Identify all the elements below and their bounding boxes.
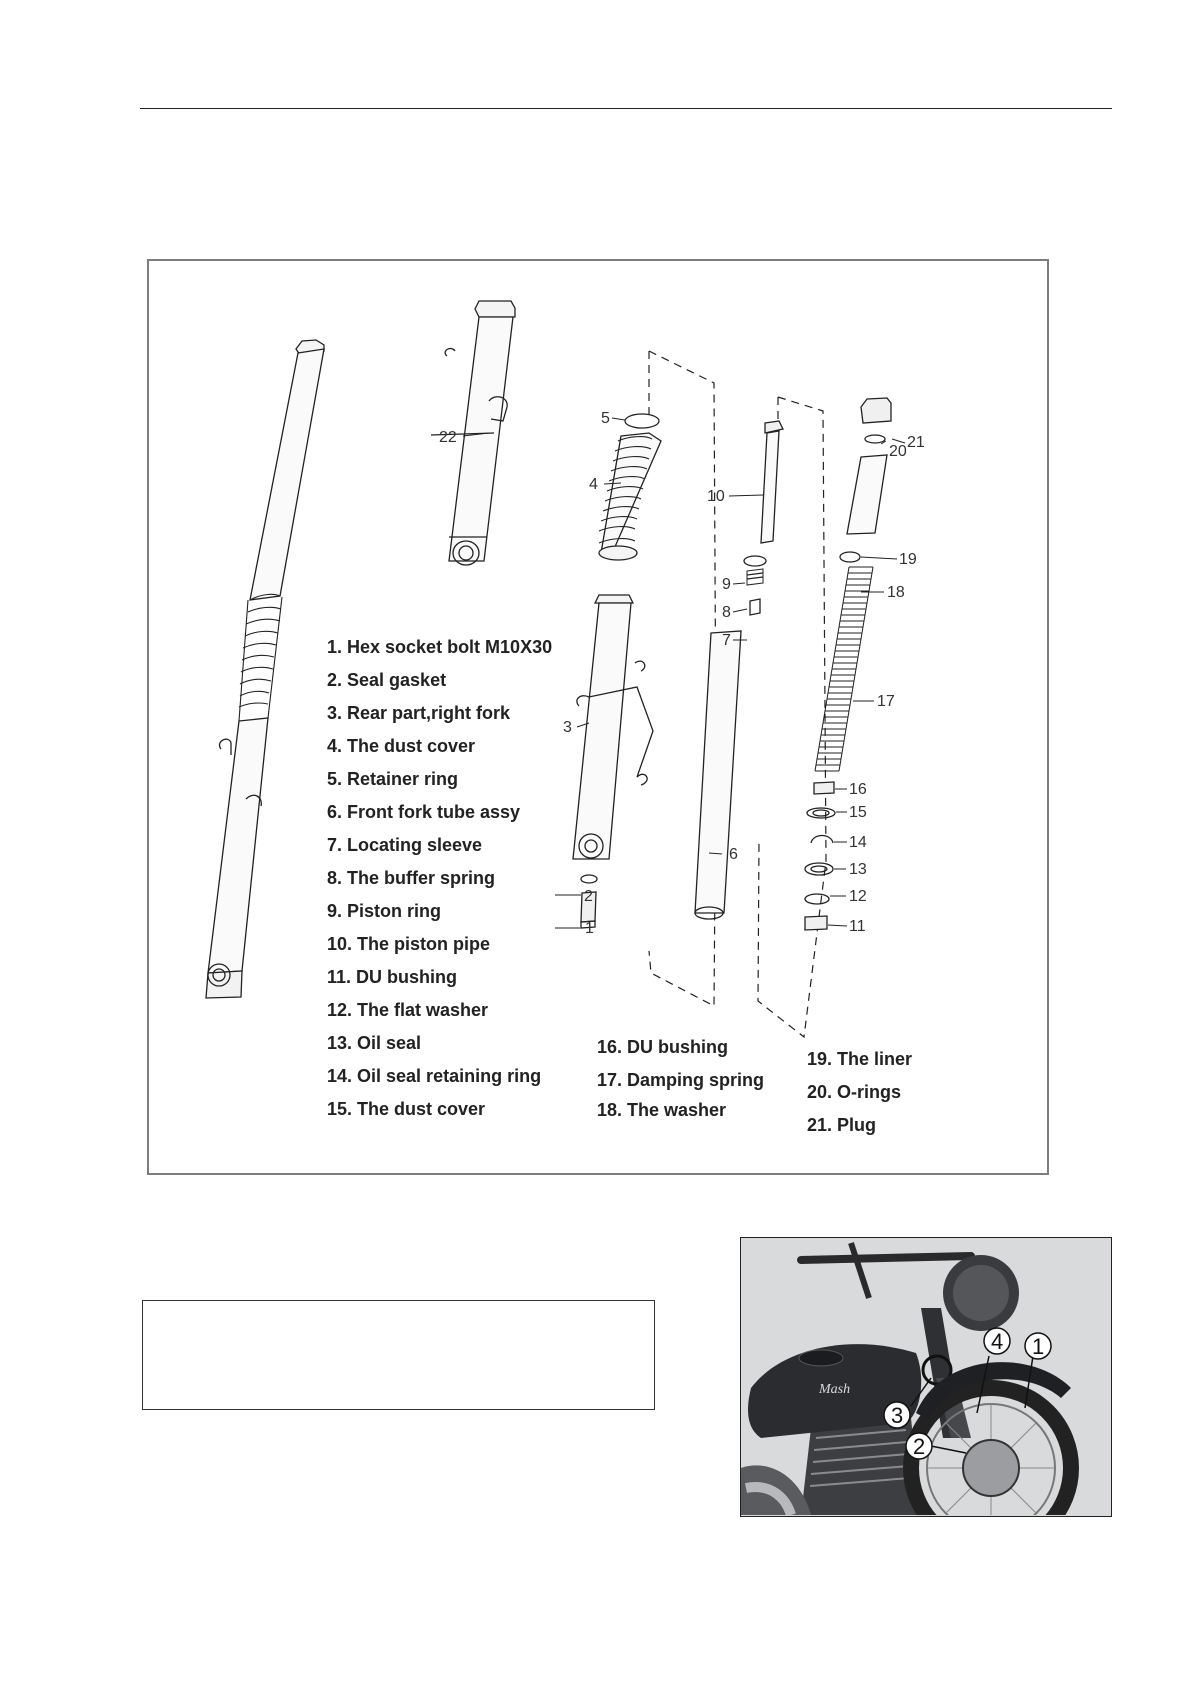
legend-item: 4. The dust cover xyxy=(327,736,476,756)
complete-fork-left xyxy=(206,340,324,998)
parts-middle-column xyxy=(573,414,661,928)
callout-16: 16 xyxy=(849,781,867,798)
callout-4: 4 xyxy=(589,476,598,493)
callout-15: 15 xyxy=(849,804,867,821)
legend-item: 5. Retainer ring xyxy=(327,769,459,789)
legend-item: 17. Damping spring xyxy=(597,1070,765,1090)
callout-20: 20 xyxy=(889,443,907,460)
callout-5: 5 xyxy=(601,410,610,427)
legend-item: 6. Front fork tube assy xyxy=(327,802,521,822)
callout-12: 12 xyxy=(849,888,867,905)
callout-3: 3 xyxy=(563,719,572,736)
legend-item: 9. Piston ring xyxy=(327,901,442,921)
damping-spring-coils xyxy=(815,567,873,771)
legend-item: 13. Oil seal xyxy=(327,1033,422,1053)
callout-leaders xyxy=(463,418,905,928)
callout-9: 9 xyxy=(722,576,731,593)
legend-item: 20. O-rings xyxy=(807,1082,902,1102)
legend-item: 19. The liner xyxy=(807,1049,913,1069)
motorcycle-illustration xyxy=(741,1238,1110,1515)
callout-17: 17 xyxy=(877,693,895,710)
legend-item: 18. The washer xyxy=(597,1100,727,1120)
callout-21: 21 xyxy=(907,434,925,451)
legend-item: 3. Rear part,right fork xyxy=(327,703,511,723)
legend-item: 12. The flat washer xyxy=(327,1000,489,1020)
legend-item: 15. The dust cover xyxy=(327,1099,486,1119)
callout-13: 13 xyxy=(849,861,867,878)
callout-10: 10 xyxy=(707,488,725,505)
exploded-fork-diagram xyxy=(147,259,1049,1175)
legend-item: 10. The piston pipe xyxy=(327,934,491,954)
legend-item: 2. Seal gasket xyxy=(327,670,447,690)
photo-callout-2: 2 xyxy=(913,1434,926,1459)
callout-8: 8 xyxy=(722,604,731,621)
note-box xyxy=(142,1300,655,1410)
legend-item: 8. The buffer spring xyxy=(327,868,496,888)
callout-6: 6 xyxy=(729,846,738,863)
callout-7: 7 xyxy=(722,632,731,649)
callout-2: 2 xyxy=(584,888,593,905)
legend-item: 14. Oil seal retaining ring xyxy=(327,1066,542,1086)
photo-callout-1: 1 xyxy=(1032,1334,1045,1359)
motorcycle-front-fork-photo xyxy=(740,1237,1112,1517)
tank-badge: Mash xyxy=(819,1382,851,1397)
callout-11: 11 xyxy=(849,918,866,935)
legend-item: 7. Locating sleeve xyxy=(327,835,483,855)
legend-item: 11. DU bushing xyxy=(327,967,458,987)
legend-item: 16. DU bushing xyxy=(597,1037,729,1057)
legend-item: 21. Plug xyxy=(807,1115,877,1135)
callout-14: 14 xyxy=(849,834,867,851)
photo-callout-4: 4 xyxy=(991,1329,1004,1354)
callout-22: 22 xyxy=(439,429,457,446)
photo-callout-3: 3 xyxy=(891,1403,904,1428)
header-rule xyxy=(140,108,1112,109)
callout-18: 18 xyxy=(887,584,905,601)
legend-item: 1. Hex socket bolt M10X30 xyxy=(327,637,553,657)
callout-19: 19 xyxy=(899,551,917,568)
callout-1: 1 xyxy=(585,920,594,937)
parts-right-column xyxy=(805,398,891,930)
